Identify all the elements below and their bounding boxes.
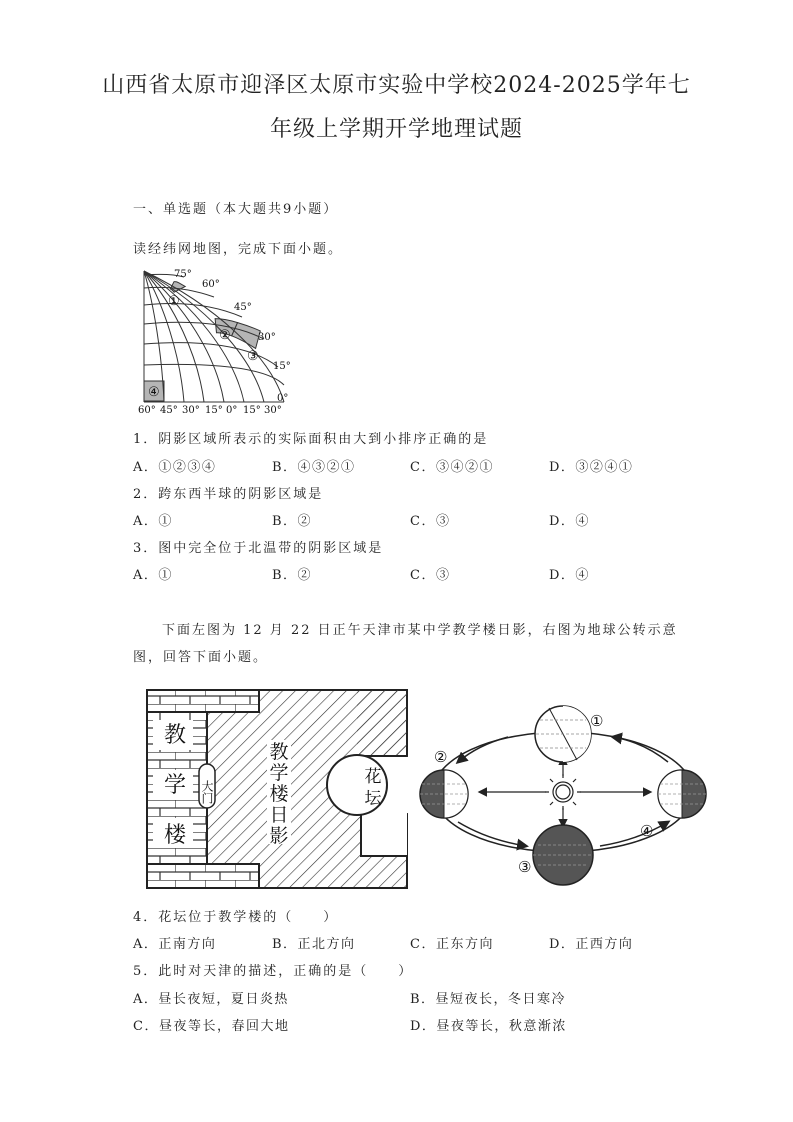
option-c: C．③	[410, 514, 451, 529]
building-shadow-figure	[145, 688, 410, 890]
lon-label: 15°	[205, 405, 223, 416]
position-label: ③	[518, 858, 532, 876]
option-b: B．④③②①	[272, 460, 356, 475]
earth-position-4	[658, 770, 706, 818]
lon-label: 15°	[243, 405, 261, 416]
option-a: A．①	[133, 514, 173, 529]
region-label: ①	[168, 294, 180, 309]
lat-label: 30°	[258, 332, 276, 343]
option-d: D．④	[549, 568, 590, 583]
option-d: D．④	[549, 514, 590, 529]
orbit-figure	[418, 700, 716, 890]
question-stem: 3．图中完全位于北温带的阴影区域是	[133, 541, 384, 556]
sun	[545, 774, 581, 810]
lon-label: 30°	[182, 405, 200, 416]
option-b: B．正北方向	[272, 937, 356, 952]
option-a: A．①②③④	[133, 460, 217, 475]
option-c: C．正东方向	[410, 937, 494, 952]
garden-label: 坛	[364, 789, 382, 809]
lon-label: 30°	[264, 405, 282, 416]
earth-position-2	[420, 770, 468, 818]
question-intro: 读经纬网地图，完成下面小题。	[133, 242, 344, 257]
option-c: C．昼夜等长，春回大地	[133, 1019, 290, 1034]
lon-label: 0°	[226, 405, 238, 416]
option-b: B．②	[272, 568, 313, 583]
region-label: ③	[247, 349, 259, 364]
position-label: ②	[434, 748, 448, 766]
option-b: B．昼短夜长，冬日寒冷	[410, 992, 567, 1007]
lat-label: 45°	[234, 302, 252, 313]
earth-position-3	[533, 825, 593, 885]
building-label: 楼	[163, 823, 187, 848]
building-label: 教	[163, 723, 187, 748]
option-a: A．正南方向	[133, 937, 217, 952]
shadow-label: 学	[269, 762, 289, 784]
question-stem: 1．阴影区域所表示的实际面积由大到小排序正确的是	[133, 432, 489, 447]
option-d: D．正西方向	[549, 937, 634, 952]
question-stem: 2．跨东西半球的阴影区域是	[133, 487, 324, 502]
position-label: ①	[590, 712, 604, 730]
option-d: D．③②④①	[549, 460, 634, 475]
shaded-region-1	[170, 282, 185, 293]
option-c: C．③④②①	[410, 460, 494, 475]
question-stem: 5．此时对天津的描述，正确的是（ ）	[133, 964, 414, 979]
shadow-label: 影	[269, 825, 289, 847]
shadow-label: 日	[269, 804, 289, 826]
option-d: D．昼夜等长，秋意渐浓	[410, 1019, 567, 1034]
building-label: 学	[163, 773, 187, 798]
region-label: ②	[219, 328, 231, 343]
question-stem: 4．花坛位于教学楼的（ ）	[133, 910, 339, 925]
question-intro: 下面左图为 12 月 22 日正午天津市某中学教学楼日影，右图为地球公转示意	[162, 623, 678, 638]
lat-label: 0°	[277, 393, 289, 404]
page-title: 山西省太原市迎泽区太原市实验中学校2024-2025学年七	[102, 73, 691, 98]
question-intro-cont: 图，回答下面小题。	[133, 650, 269, 665]
page-title-line2: 年级上学期开学地理试题	[269, 117, 523, 142]
lat-label: 60°	[202, 279, 220, 290]
option-a: A．①	[133, 568, 173, 583]
lat-label: 15°	[273, 361, 291, 372]
graticule-figure	[130, 265, 295, 417]
gate-label: 大门	[200, 780, 214, 804]
option-a: A．昼长夜短，夏日炎热	[133, 992, 289, 1007]
shadow-label: 教	[269, 741, 289, 763]
lon-label: 45°	[160, 405, 178, 416]
lat-label: 75°	[174, 269, 192, 280]
garden-label: 花	[364, 767, 382, 787]
option-b: B．②	[272, 514, 313, 529]
section-heading: 一、单选题（本大题共9小题）	[133, 202, 339, 217]
position-label: ④	[640, 822, 654, 840]
option-c: C．③	[410, 568, 451, 583]
earth-position-1	[535, 706, 591, 762]
lon-label: 60°	[138, 405, 156, 416]
shadow-label: 楼	[269, 783, 289, 805]
region-label: ④	[148, 385, 160, 400]
